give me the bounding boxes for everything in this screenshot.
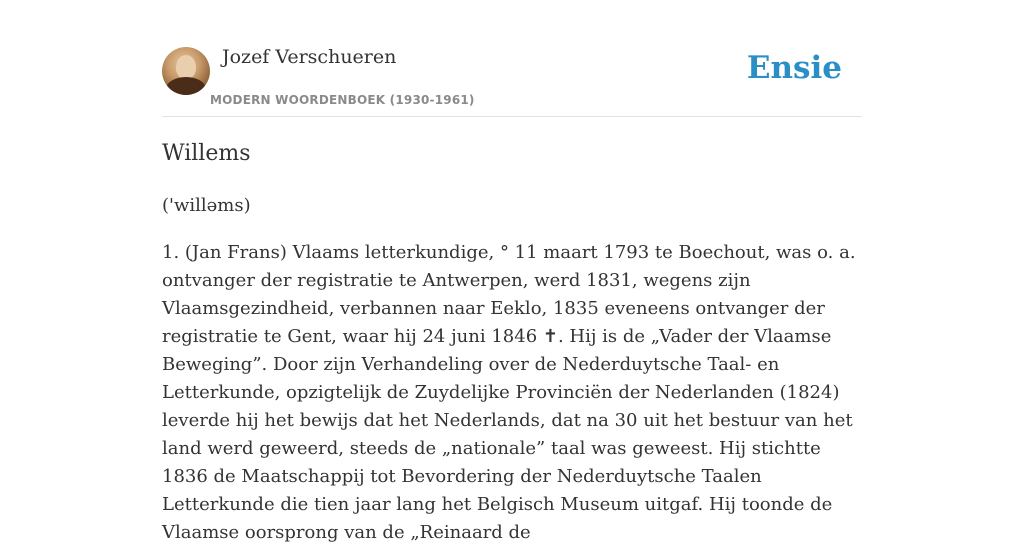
author-name[interactable]: Jozef Verschueren (222, 46, 397, 68)
entry-title: Willems (162, 141, 251, 166)
entry-text: 1. (Jan Frans) Vlaams letterkundige, ° 11 maart 1793 te Boechout, was o. a. ontvanger der registratie te Antwerpen, werd 1831, wegens zijn Vlaamsgezindheid, verbannen naar Eeklo, 1835 eveneens ontvanger der registratie te Gent, waar hij 24 juni 1846 ✝. Hij is de „Vader der Vlaamse Beweging”. Door zijn Verhandeling over de Nederduytsche Taal- en Letterkunde, opzigtelijk de Zuydelijke Provinciën der Nederlanden (1824) leverde hij het bewijs dat het Nederlands, dat na 30 uit het bestuur van het land werd geweerd, steeds de „nationale” taal was geweest. Hij stichtte 1836 de Maatschappij tot Bevordering der Nederduytsche Taalen Letterkunde die tien jaar lang het Belgisch Museum uitgaf. Hij toonde de Vlaamse oorsprong van de „Reinaard de (162, 242, 856, 543)
avatar-body (166, 77, 206, 95)
brand-logo[interactable]: Ensie (746, 50, 842, 86)
avatar-face (176, 55, 196, 79)
entry-pronunciation: ('willəms) (162, 195, 251, 216)
source-label[interactable]: MODERN WOORDENBOEK (1930-1961) (210, 93, 475, 107)
header (162, 0, 862, 117)
author-avatar[interactable] (162, 47, 210, 95)
page (162, 0, 862, 543)
